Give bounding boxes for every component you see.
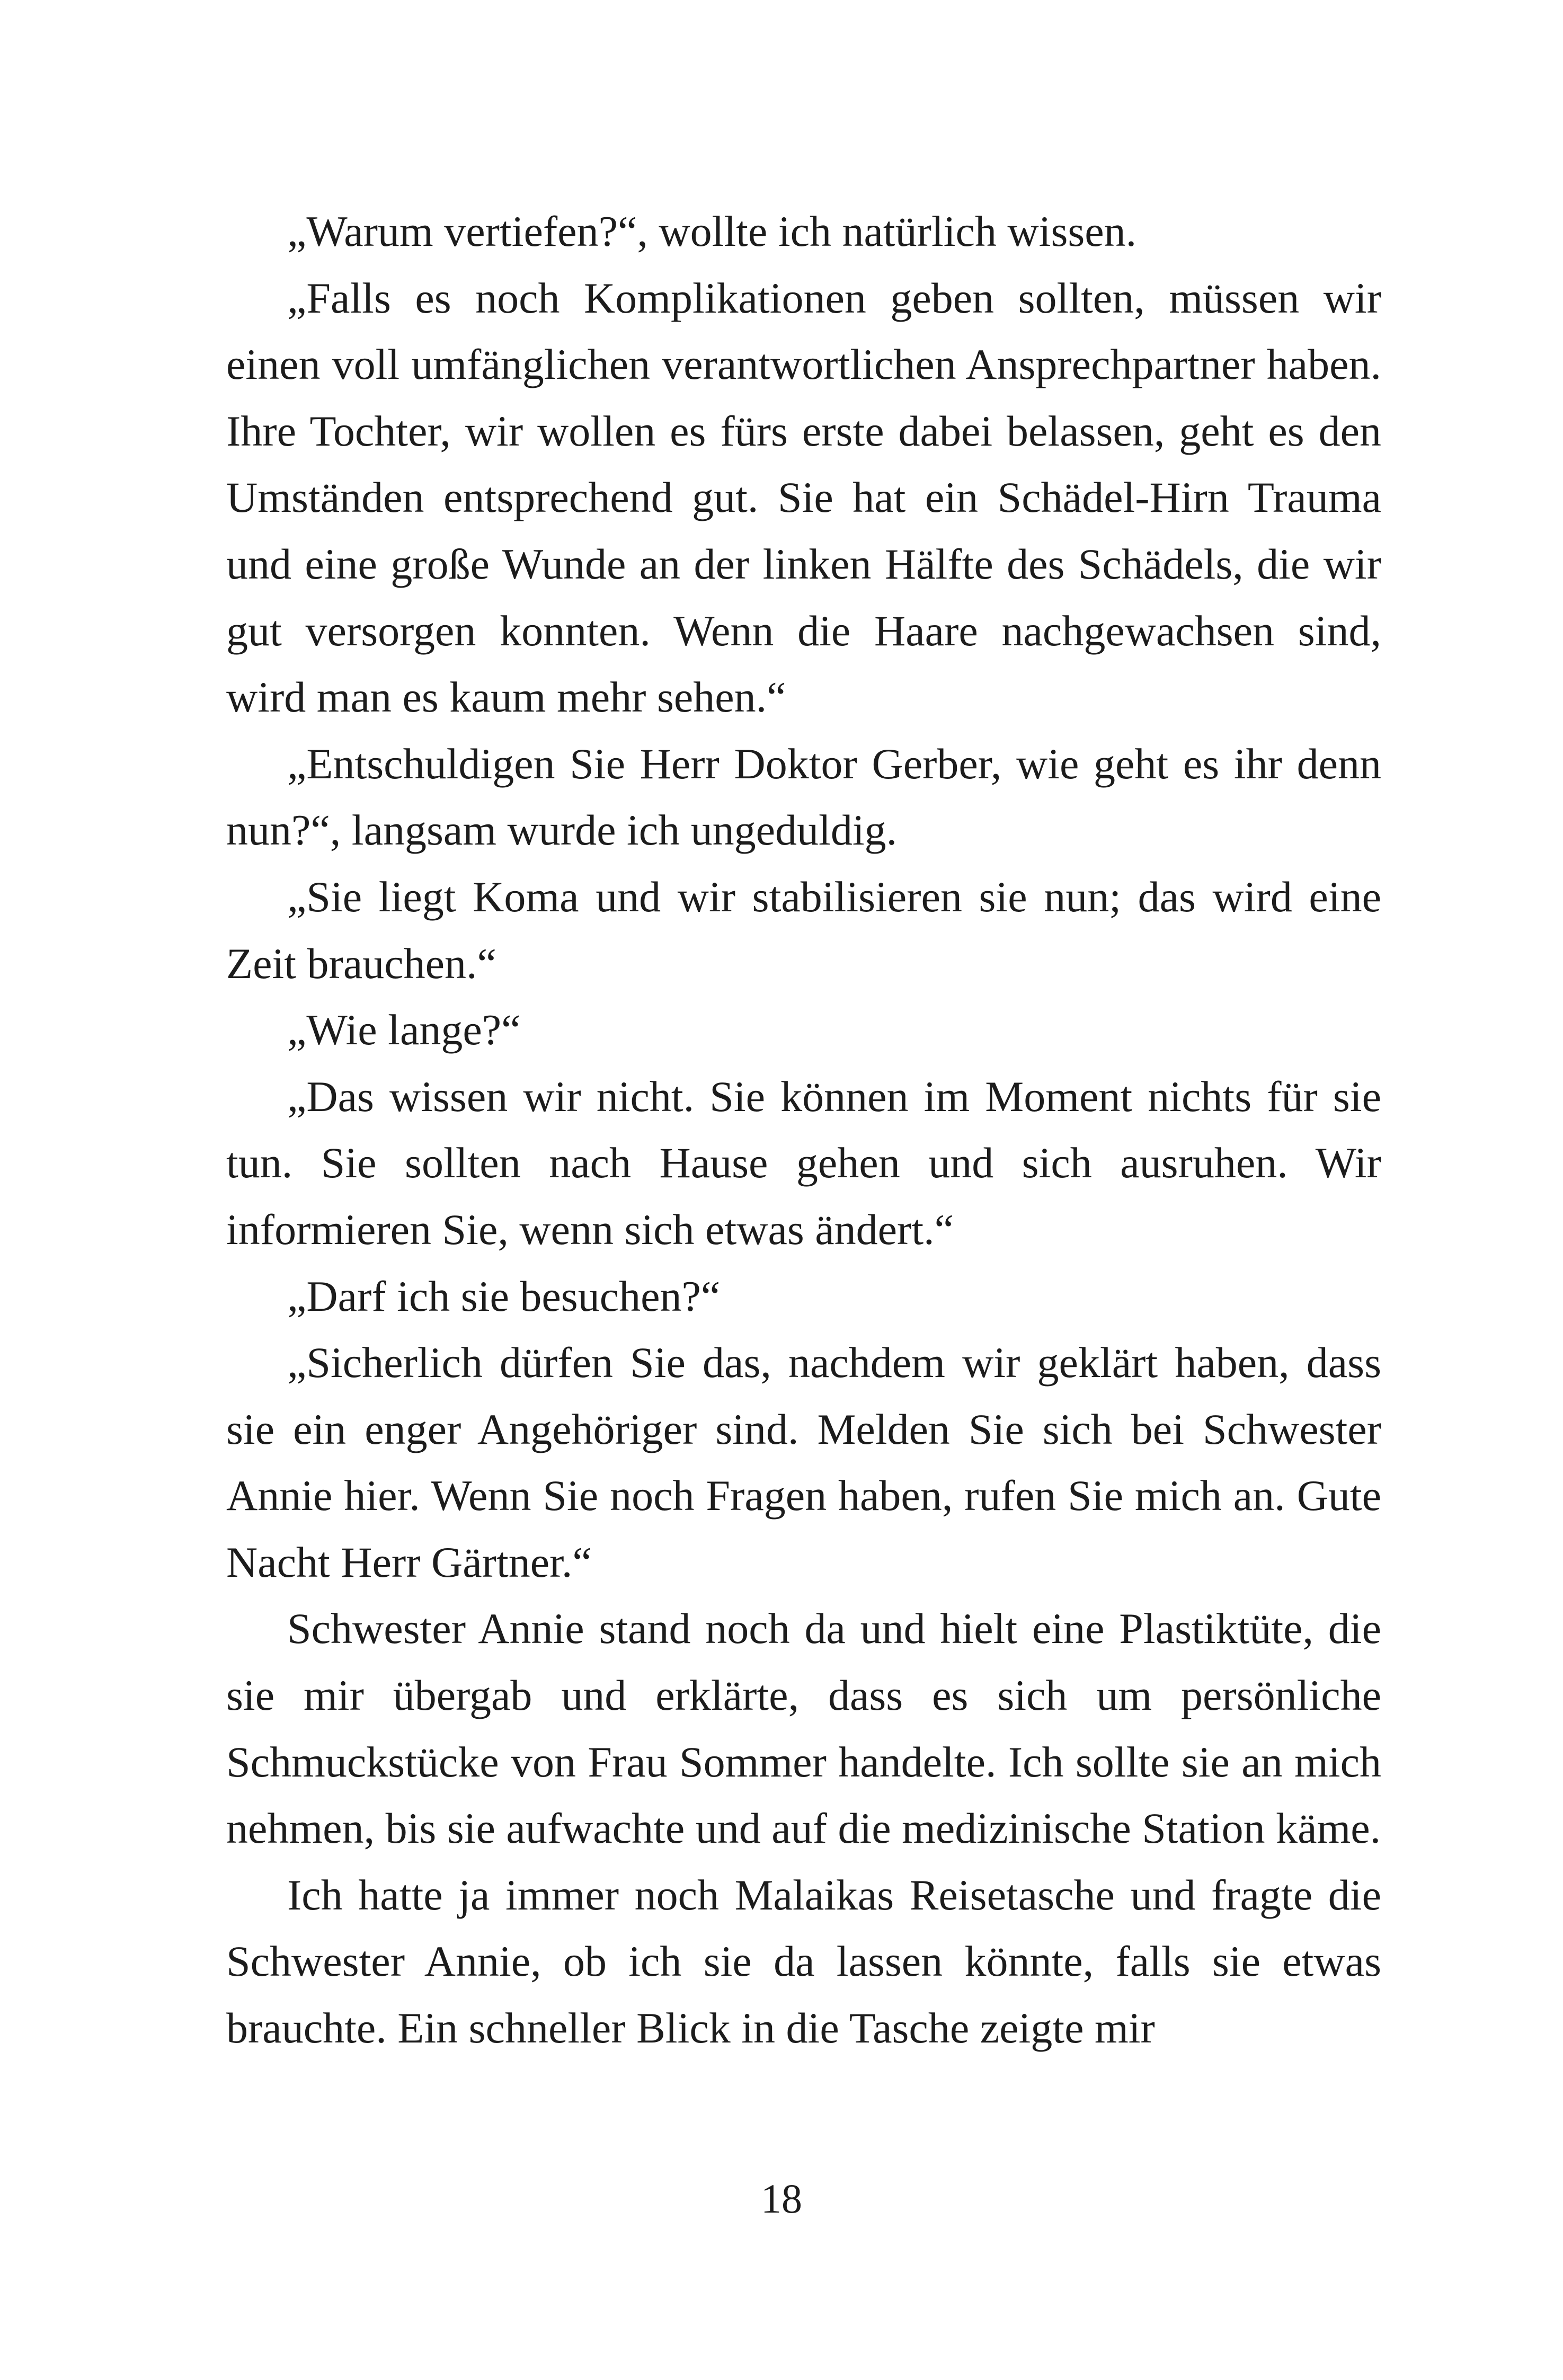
paragraph-2: „Falls es noch Komplikationen geben sollten, müssen wir einen voll umfänglichen verantwortlichen Ansprechpartner haben. Ihre Tochter, wir wollen es fürs erste dabei belassen, geht es den Umständen entsprechend gut. Sie hat ein Schädel-Hirn Trauma und eine große Wunde an der linken Hälfte des Schädels, die wir gut versorgen konnten. Wenn die Haare nachgewachsen sind, wird man es kaum mehr sehen.“ [226, 273, 1381, 722]
paragraph-1: „Warum vertiefen?“, wollte ich natürlich wissen. [287, 207, 1137, 255]
paragraph-3: „Entschuldigen Sie Herr Doktor Gerber, wie geht es ihr denn nun?“, langsam wurde ich ungeduldig. [226, 739, 1381, 855]
paragraph-6: „Das wissen wir nicht. Sie können im Moment nichts für sie tun. Sie sollten nach Hause gehen und sich ausruhen. Wir informieren Sie, wenn sich etwas ändert.“ [226, 1072, 1381, 1254]
paragraph-5: „Wie lange?“ [287, 1006, 521, 1054]
paragraph-9: Schwester Annie stand noch da und hielt eine Plastiktüte, die sie mir übergab und erklärte, dass es sich um persönliche Schmuckstücke von Frau Sommer handelte. Ich sollte sie an mich nehmen, bis sie aufwachte und auf die medizinische Station käme. [226, 1604, 1381, 1853]
paragraph-7: „Darf ich sie besuchen?“ [287, 1272, 721, 1320]
page-body [226, 198, 1381, 2159]
paragraph-10: Ich hatte ja immer noch Malaikas Reisetasche und fragte die Schwester Annie, ob ich sie da lassen könnte, falls sie etwas brauchte. Ein schneller Blick in die Tasche zeigte mir [226, 1870, 1381, 2053]
page-number: 18 [761, 2175, 802, 2222]
paragraph-8: „Sicherlich dürfen Sie das, nachdem wir geklärt haben, dass sie ein enger Angehöriger sind. Melden Sie sich bei Schwester Annie hier. Wenn Sie noch Fragen haben, rufen Sie mich an. Gute Nacht Herr Gärtner.“ [226, 1338, 1381, 1586]
paragraph-4: „Sie liegt Koma und wir stabilisieren sie nun; das wird eine Zeit brauchen.“ [226, 872, 1381, 988]
